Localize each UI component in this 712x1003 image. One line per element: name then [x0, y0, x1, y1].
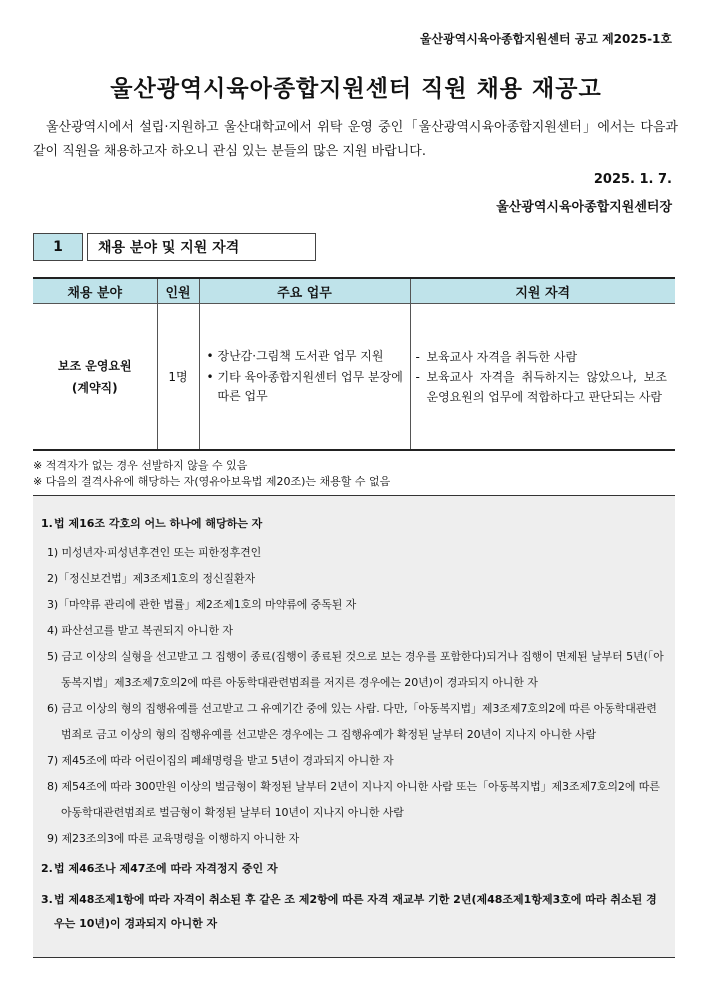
cell-duties — [199, 304, 410, 451]
disqualification-heading-2 — [41, 858, 667, 880]
intro-paragraph: 울산광역시에서 설립·지원하고 울산대학교에서 위탁 운영 중인「울산광역시육아종합지원센터」에서는 다음과 같이 직원을 채용하고자 하오니 관심 있는 분들의 많은 지원 바랍니다. — [33, 120, 678, 159]
list-item: 6) 금고 이상의 형의 집행유예를 선고받고 그 유예기간 중에 있는 사람. 다만,「아동복지법」제3조제7호의2에 따른 아동학대관련범죄로 금고 이상의 형의 집행유예를 선고받은 경우에는 그 집행유예가 확정된 날부터 20년이 지나지 아니한 사람 — [47, 702, 657, 741]
duties-list — [200, 347, 410, 406]
column-header-field: 채용 분야 — [33, 278, 157, 304]
list-item: • 장난감·그림책 도서관 업무 지원 — [207, 347, 406, 366]
list-item: 8) 제54조에 따라 300만원 이상의 벌금형이 확정된 날부터 2년이 지나지 아니한 사람 또는「아동복지법」제3조제7호의2에 따른 아동학대관련범죄로 벌금형이 확정된 날부터 10년이 지나지 아니한 사람 — [47, 780, 660, 819]
list-item: 4) 파산선고를 받고 복권되지 아니한 자 — [47, 624, 233, 637]
disqualification-box — [33, 495, 675, 958]
table-header-row — [33, 278, 675, 304]
note-line: ※ 다음의 결격사유에 해당하는 자(영유아보육법 제20조)는 채용할 수 없음 — [33, 475, 391, 488]
list-item: 2)「정신보건법」제3조제1호의 정신질환자 — [47, 572, 255, 585]
document-title: 울산광역시육아종합지원센터 직원 채용 재공고 — [110, 76, 602, 102]
table-row — [33, 304, 675, 451]
note-line: ※ 적격자가 없는 경우 선발하지 않을 수 있음 — [33, 459, 248, 472]
notes — [33, 458, 390, 490]
column-header-duties: 주요 업무 — [199, 278, 410, 304]
issuer-name: 울산광역시육아종합지원센터장 — [496, 200, 672, 215]
list-item: 9) 제23조의3에 따른 교육명령을 이행하지 아니한 자 — [47, 832, 300, 845]
heading-text: 법 제46조나 제47조에 따라 자격정지 중인 자 — [54, 862, 278, 875]
heading-number: 1. — [41, 517, 53, 530]
disqualification-heading-1 — [41, 513, 667, 535]
list-item: - 보육교사 자격을 취득한 사람 — [416, 347, 668, 367]
column-header-qualifications: 지원 자격 — [410, 278, 675, 304]
list-item: 3)「마약류 관리에 관한 법률」제2조제1호의 마약류에 중독된 자 — [47, 598, 357, 611]
column-header-count: 인원 — [157, 278, 199, 304]
heading-number: 3. — [41, 893, 53, 906]
notice-date: 2025. 1. 7. — [593, 172, 672, 187]
list-item: 7) 제45조에 따라 어린이집의 폐쇄명령을 받고 5년이 경과되지 아니한 자 — [47, 754, 394, 767]
field-name: 보조 운영요원 — [57, 358, 132, 373]
field-contract-type: (계약직) — [71, 380, 118, 395]
section-number-badge: 1 — [33, 233, 83, 261]
recruitment-table — [33, 277, 675, 451]
list-item: - 보육교사 자격을 취득하지는 않았으나, 보조 운영요원의 업무에 적합하다고 판단되는 사람 — [416, 367, 668, 407]
disqualification-heading-3 — [41, 888, 667, 936]
heading-text: 법 제16조 각호의 어느 하나에 해당하는 자 — [54, 517, 263, 530]
section-title: 채용 분야 및 지원 자격 — [87, 233, 316, 261]
cell-count: 1명 — [157, 304, 199, 451]
list-item: 5) 금고 이상의 실형을 선고받고 그 집행이 종료(집행이 종료된 것으로 보는 경우를 포함한다)되거나 집행이 면제된 날부터 5년(「아동복지법」제3조제7호의2에 따른 아동학대관련범죄를 저지른 경우에는 20년)이 경과되지 아니한 자 — [47, 650, 664, 689]
list-item: • 기타 육아종합지원센터 업무 분장에 따른 업무 — [207, 368, 406, 406]
cell-field — [33, 304, 157, 451]
qualifications-list — [411, 347, 676, 407]
list-item: 1) 미성년자·피성년후견인 또는 피한정후견인 — [47, 546, 262, 559]
heading-text: 법 제48조제1항에 따라 자격이 취소된 후 같은 조 제2항에 따른 자격 재교부 기한 2년(제48조제1항제3호에 따라 취소된 경우는 10년)이 경과되지 아니한 자 — [54, 893, 657, 930]
notice-number: 울산광역시육아종합지원센터 공고 제2025-1호 — [419, 32, 672, 46]
cell-qualifications — [410, 304, 675, 451]
heading-number: 2. — [41, 862, 53, 875]
